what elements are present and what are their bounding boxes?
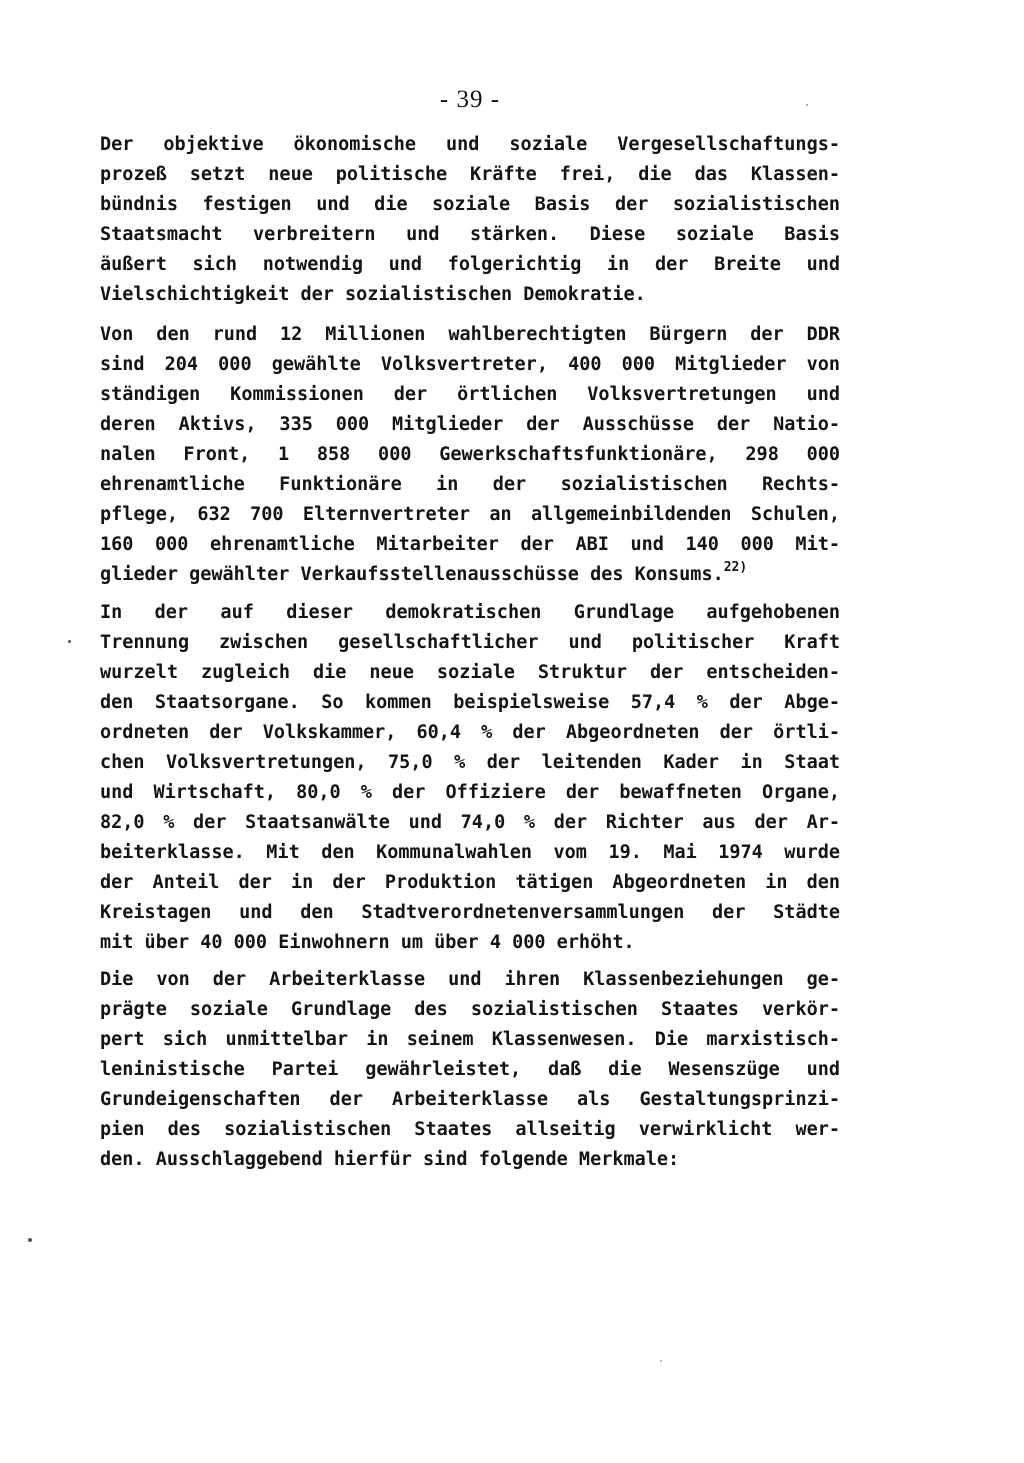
paragraph-3 (100, 598, 840, 958)
page-number: - 39 - (439, 86, 501, 113)
text-line: Staatsmacht verbreitern und stärken. Diese soziale Basis (100, 224, 840, 245)
text-line: deren Aktivs, 335 000 Mitglieder der Ausschüsse der Natio- (100, 414, 840, 435)
paragraph-4 (100, 965, 840, 1175)
text-line: prozeß setzt neue politische Kräfte frei, die das Klassen- (100, 164, 840, 185)
text-line: der Anteil der in der Produktion tätigen Abgeordneten in den (100, 872, 840, 893)
text-line: ständigen Kommissionen der örtlichen Volksvertretungen und (100, 384, 840, 405)
scan-speck (660, 1360, 662, 1362)
text-line: sind 204 000 gewählte Volksvertreter, 400 000 Mitglieder von (100, 354, 840, 375)
text-line: Kreistagen und den Stadtverordnetenversammlungen der Städte (100, 902, 840, 923)
text-line: den Staatsorgane. So kommen beispielsweise 57,4 % der Abge- (100, 692, 840, 713)
footnote-marker: 22) (723, 560, 748, 575)
text-line: chen Volksvertretungen, 75,0 % der leitenden Kader in Staat (100, 752, 840, 773)
text-line-with-footnote (100, 560, 840, 590)
text-line: pien des sozialistischen Staates allseitig verwirklicht wer- (100, 1119, 840, 1140)
text-line: leninistische Partei gewährleistet, daß die Wesenszüge und (100, 1059, 840, 1080)
text-line: beiterklasse. Mit den Kommunalwahlen vom 19. Mai 1974 wurde (100, 842, 840, 863)
text-line: nalen Front, 1 858 000 Gewerkschaftsfunktionäre, 298 000 (100, 444, 840, 465)
text-line: In der auf dieser demokratischen Grundlage aufgehobenen (100, 602, 840, 623)
text-line: Der objektive ökonomische und soziale Vergesellschaftungs- (100, 134, 840, 155)
text-line: Trennung zwischen gesellschaftlicher und politischer Kraft (100, 632, 840, 653)
text-line: den. Ausschlaggebend hierfür sind folgende Merkmale: (100, 1149, 680, 1170)
text-line: mit über 40 000 Einwohnern um über 4 000 erhöht. (100, 932, 635, 953)
text-line: und Wirtschaft, 80,0 % der Offiziere der bewaffneten Organe, (100, 782, 840, 803)
text-line: Vielschichtigkeit der sozialistischen Demokratie. (100, 284, 646, 305)
text-line: prägte soziale Grundlage des sozialistischen Staates verkör- (100, 999, 840, 1020)
text-line: 82,0 % der Staatsanwälte und 74,0 % der Richter aus der Ar- (100, 812, 840, 833)
text-line: bündnis festigen und die soziale Basis der sozialistischen (100, 194, 840, 215)
paragraph-1 (100, 130, 840, 310)
paragraph-2 (100, 320, 840, 590)
text-line: ehrenamtliche Funktionäre in der sozialistischen Rechts- (100, 474, 840, 495)
text-line: glieder gewählter Verkaufsstellenausschüsse des Konsums. (100, 564, 724, 585)
text-line: pert sich unmittelbar in seinem Klassenwesen. Die marxistisch- (100, 1029, 840, 1050)
text-line: pflege, 632 700 Elternvertreter an allgemeinbildenden Schulen, (100, 504, 840, 525)
text-line: äußert sich notwendig und folgerichtig in der Breite und (100, 254, 840, 275)
scan-speck (806, 104, 808, 106)
text-line: ordneten der Volkskammer, 60,4 % der Abgeordneten der örtli- (100, 722, 840, 743)
text-line: Von den rund 12 Millionen wahlberechtigten Bürgern der DDR (100, 324, 840, 345)
text-line: 160 000 ehrenamtliche Mitarbeiter der ABI und 140 000 Mit- (100, 534, 840, 555)
scan-speck (68, 640, 71, 643)
text-line: Grundeigenschaften der Arbeiterklasse als Gestaltungsprinzi- (100, 1089, 840, 1110)
text-line: wurzelt zugleich die neue soziale Struktur der entscheiden- (100, 662, 840, 683)
text-line: Die von der Arbeiterklasse und ihren Klassenbeziehungen ge- (100, 969, 840, 990)
scan-speck (28, 1238, 32, 1242)
